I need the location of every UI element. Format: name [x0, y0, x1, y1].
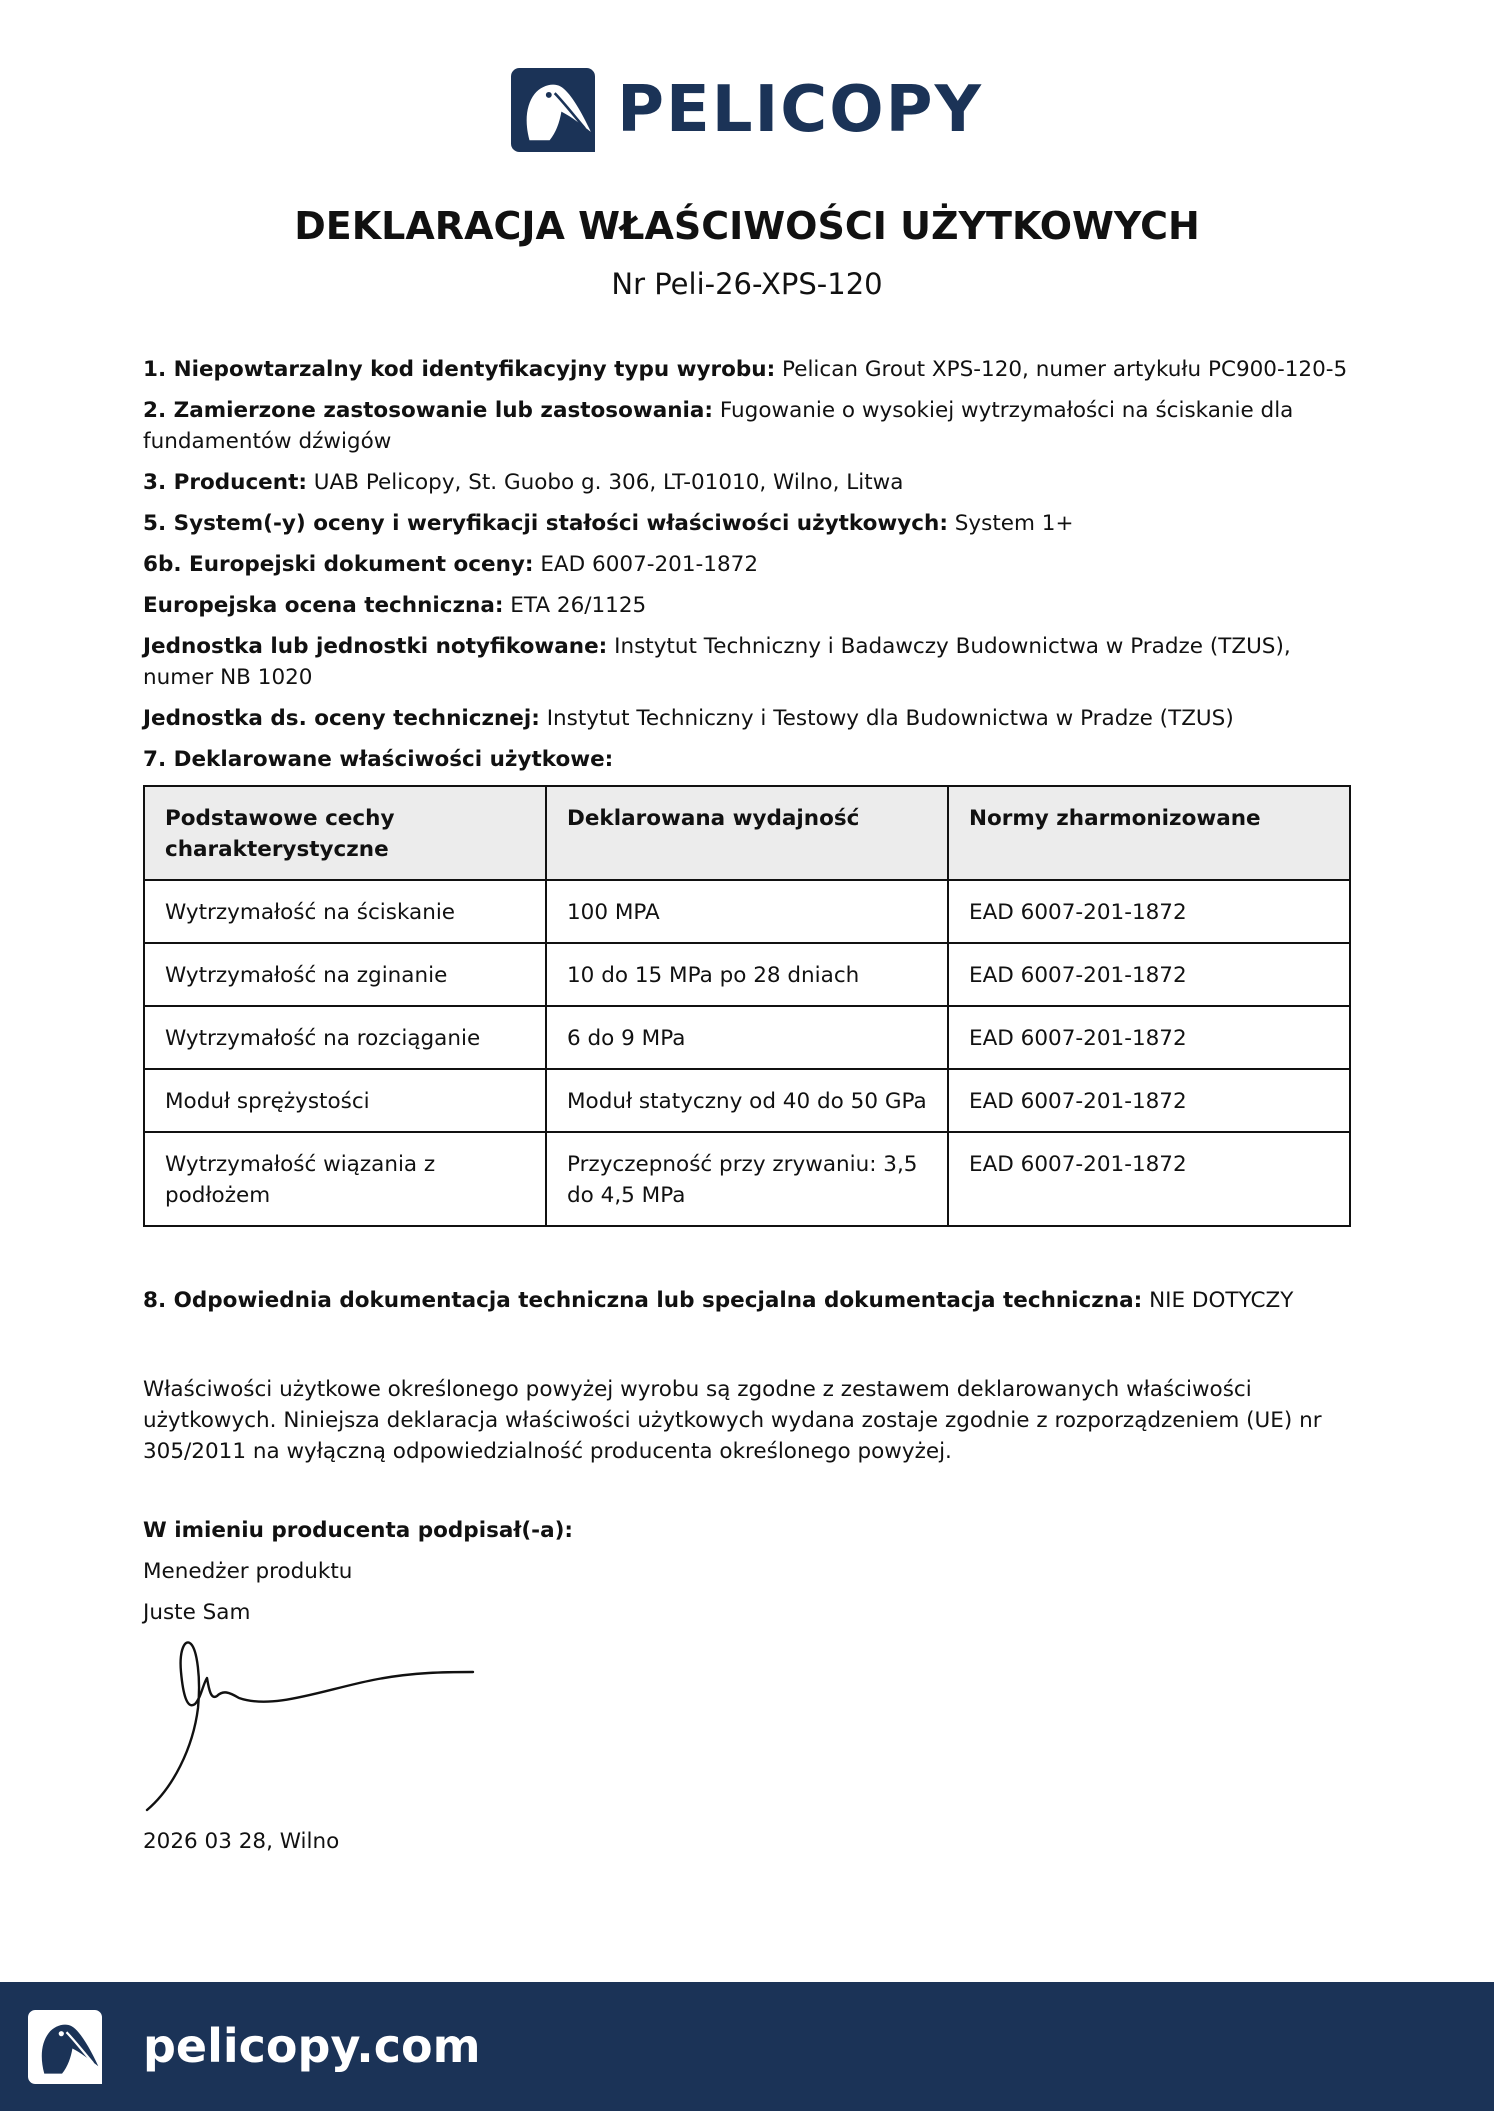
signature-date-place: 2026 03 28, Wilno: [143, 1829, 340, 1854]
item-label: 1. Niepowtarzalny kod identyfikacyjny typu wyrobu:: [143, 357, 776, 382]
declaration-number: Nr Peli-26-XPS-120: [611, 267, 883, 301]
signatory-role: Menedżer produktu: [143, 1559, 353, 1584]
item-eta: [143, 590, 1355, 621]
column-header: Podstawowe cechy charakterystyczne: [144, 786, 546, 880]
table-cell: EAD 6007-201-1872: [948, 1132, 1350, 1226]
column-header: Deklarowana wydajność: [546, 786, 948, 880]
item-label: 7. Deklarowane właściwości użytkowe:: [143, 747, 614, 772]
item-avcp-system: [143, 508, 1355, 539]
signed-label: W imieniu producenta podpisał(-a):: [143, 1518, 574, 1543]
closing-statement: Właściwości użytkowe określonego powyżej wyrobu są zgodne z zestawem deklarowanych właściwości użytkowych. Niniejsza deklaracja właściwości użytkowych wydana zostaje zgodnie z rozporządzeniem (UE) nr 305/2011 na wyłączną odpowiedzialność producenta określonego powyżej.: [143, 1377, 1322, 1464]
item-value: EAD 6007-201-1872: [540, 552, 759, 577]
column-header: Normy zharmonizowane: [948, 786, 1350, 880]
table-cell: EAD 6007-201-1872: [948, 943, 1350, 1006]
table-cell: 100 MPA: [546, 880, 948, 943]
declaration-body: [143, 354, 1355, 1867]
table-cell: Przyczepność przy zrywaniu: 3,5 do 4,5 MPa: [546, 1132, 948, 1226]
footer-url: pelicopy.com: [143, 2019, 481, 2073]
table-cell: EAD 6007-201-1872: [948, 1069, 1350, 1132]
table-row: [144, 1006, 1350, 1069]
item-value: Instytut Techniczny i Testowy dla Budownictwa w Pradze (TZUS): [546, 706, 1234, 731]
table-cell: Wytrzymałość wiązania z podłożem: [144, 1132, 546, 1226]
item-product-code: [143, 354, 1355, 385]
table-cell: Moduł sprężystości: [144, 1069, 546, 1132]
item-label: Jednostka ds. oceny technicznej:: [143, 706, 540, 731]
item-intended-use: [143, 395, 1355, 457]
signed-by-label: [143, 1515, 1355, 1546]
footer-bar: [0, 1982, 1494, 2111]
table-cell: Moduł statyczny od 40 do 50 GPa: [546, 1069, 948, 1132]
item-declared-performance: [143, 744, 1355, 775]
item-ead: [143, 549, 1355, 580]
item-label: 2. Zamierzone zastosowanie lub zastosowania:: [143, 398, 714, 423]
item-value: Fugowanie o wysokiej wytrzymałości na ściskanie dla fundamentów dźwigów: [143, 398, 1294, 454]
item-label: Jednostka lub jednostki notyfikowane:: [143, 634, 608, 659]
table-cell: EAD 6007-201-1872: [948, 1006, 1350, 1069]
table-cell: 6 do 9 MPa: [546, 1006, 948, 1069]
item-tab: [143, 703, 1355, 734]
item-notified-body: [143, 631, 1355, 693]
table-row: [144, 880, 1350, 943]
item-manufacturer: [143, 467, 1355, 498]
item-technical-documentation: [143, 1285, 1355, 1316]
signatory-name: Juste Sam: [143, 1600, 251, 1625]
handwritten-signature: [143, 1638, 483, 1818]
brand-name: PELICOPY: [617, 73, 983, 147]
item-value: NIE DOTYCZY: [1149, 1288, 1294, 1313]
item-value: System 1+: [954, 511, 1074, 536]
table-row: [144, 943, 1350, 1006]
table-header-row: [144, 786, 1350, 880]
page-title: DEKLARACJA WŁAŚCIWOŚCI UŻYTKOWYCH: [294, 204, 1200, 248]
item-value: ETA 26/1125: [510, 593, 647, 618]
item-label: 3. Producent:: [143, 470, 307, 495]
item-label: 5. System(-y) oceny i weryfikacji stałości właściwości użytkowych:: [143, 511, 948, 536]
pelican-icon: [28, 2010, 102, 2084]
performance-table: [143, 785, 1351, 1227]
table-cell: 10 do 15 MPa po 28 dniach: [546, 943, 948, 1006]
table-row: [144, 1069, 1350, 1132]
pelican-icon: [511, 68, 595, 152]
brand-logo: [0, 68, 1494, 152]
table-row: [144, 1132, 1350, 1226]
item-value: Pelican Grout XPS-120, numer artykułu PC900-120-5: [782, 357, 1348, 382]
item-value: Instytut Techniczny i Badawczy Budownictwa w Pradze (TZUS), numer NB 1020: [143, 634, 1291, 690]
table-cell: Wytrzymałość na ściskanie: [144, 880, 546, 943]
item-value: UAB Pelicopy, St. Guobo g. 306, LT-01010, Wilno, Litwa: [313, 470, 904, 495]
table-cell: Wytrzymałość na rozciąganie: [144, 1006, 546, 1069]
item-label: Europejska ocena techniczna:: [143, 593, 504, 618]
table-cell: Wytrzymałość na zginanie: [144, 943, 546, 1006]
table-cell: EAD 6007-201-1872: [948, 880, 1350, 943]
item-label: 6b. Europejski dokument oceny:: [143, 552, 534, 577]
item-label: 8. Odpowiednia dokumentacja techniczna lub specjalna dokumentacja techniczna:: [143, 1288, 1143, 1313]
